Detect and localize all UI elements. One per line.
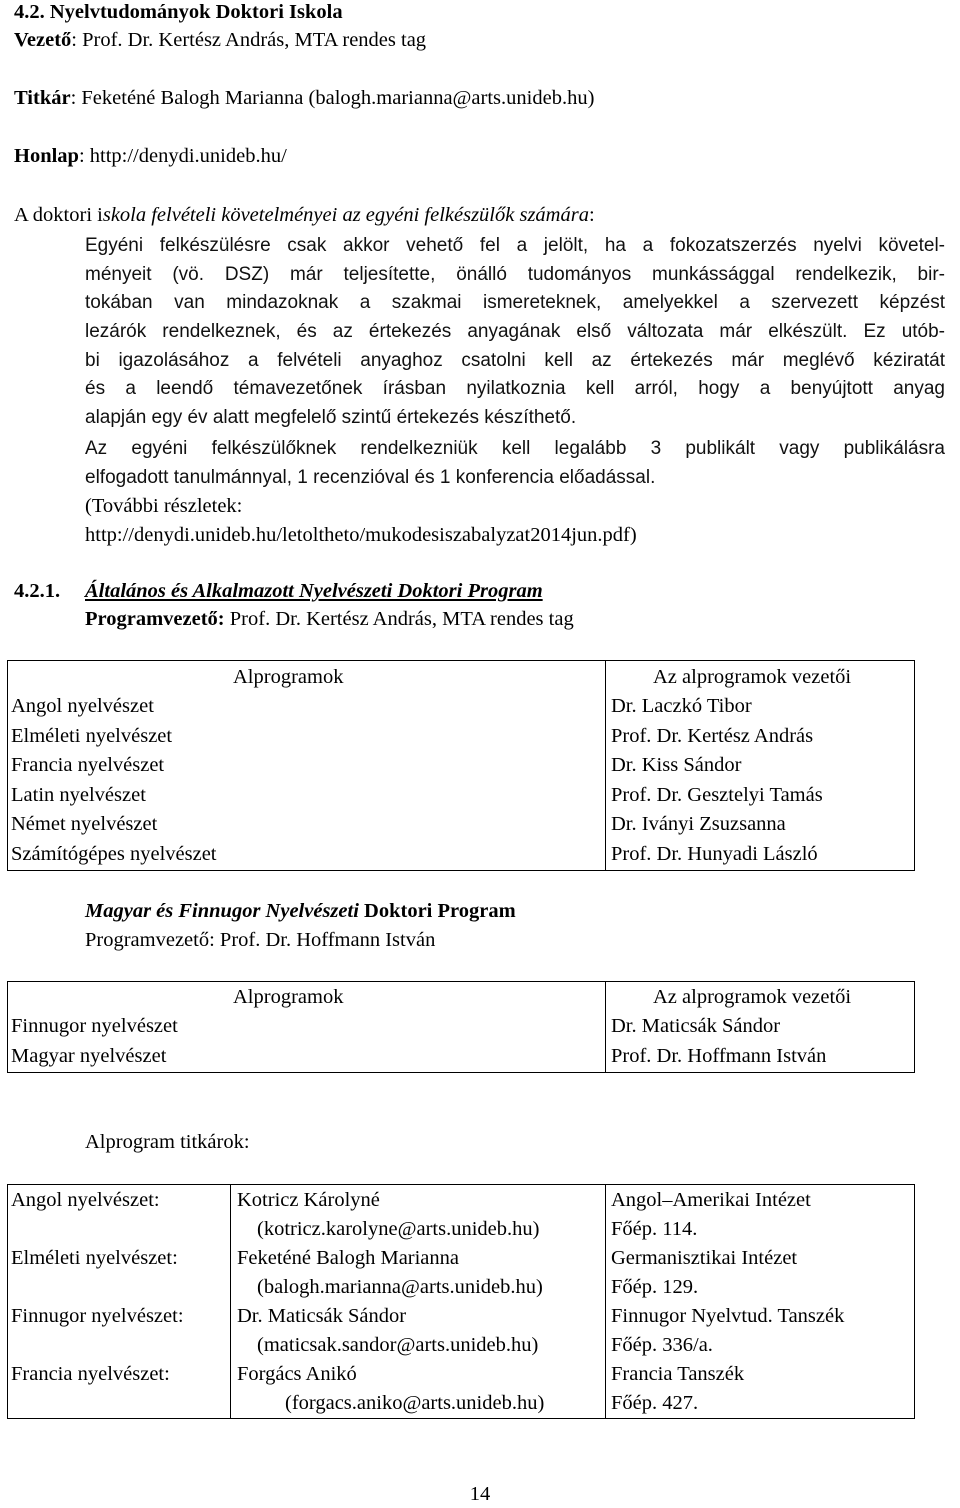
subprogram-cell: Francia nyelvészet <box>11 754 165 776</box>
table-row <box>608 751 823 781</box>
secretary-program: Angol nyelvészet: <box>11 1189 160 1211</box>
program1-table-divider <box>605 660 606 870</box>
school-leader-line <box>14 26 426 54</box>
intro-prefix: A doktori i <box>14 204 103 226</box>
subprogram-cell: Német nyelvészet <box>11 813 158 835</box>
table-row <box>608 1012 826 1042</box>
program2-title-rest: Doktori Program <box>358 900 516 922</box>
more-details-url[interactable]: http://denydi.unideb.hu/letoltheto/mukodesiszabalyzat2014jun.pdf) <box>85 524 637 546</box>
program1-leader-line <box>85 605 574 633</box>
secretary-name: Dr. Maticsák Sándor <box>237 1305 407 1327</box>
table-row <box>8 781 217 811</box>
program2-subprogram-list <box>8 1012 178 1071</box>
secretary-line <box>14 84 594 112</box>
subprogram-cell: Angol nyelvészet <box>11 695 154 717</box>
secretary-institute: Angol–Amerikai Intézet <box>611 1189 811 1211</box>
secretaries-divider-1 <box>230 1184 231 1418</box>
secretary-institute: Francia Tanszék <box>611 1363 745 1385</box>
leader-cell: Prof. Dr. Kertész András <box>611 724 814 747</box>
secretary-email[interactable]: (forgacs.aniko@arts.unideb.hu) <box>285 1392 545 1414</box>
subprogram-cell: Magyar nyelvészet <box>11 1044 167 1067</box>
program1-col-subprograms: Alprogramok <box>233 666 344 688</box>
secretary-room: Főép. 114. <box>611 1218 698 1240</box>
secretary-email[interactable]: (maticsak.sandor@arts.unideb.hu) <box>257 1334 539 1356</box>
leader-value: : Prof. Dr. Kertész András, MTA rendes tag <box>71 29 427 51</box>
table-row <box>8 722 217 752</box>
secretary-name: Feketéné Balogh Marianna <box>237 1247 460 1269</box>
table-row <box>8 1042 178 1072</box>
table-row <box>608 781 823 811</box>
paragraph-line: Az egyéni felkészülőknek rendelkezniük kell legalább 3 publikált vagy publikálásra <box>85 438 945 459</box>
program1-leader-list <box>608 692 823 869</box>
homepage-label: Honlap <box>14 145 79 167</box>
program1-subprogram-list <box>8 692 217 869</box>
homepage-value[interactable]: : http://denydi.unideb.hu/ <box>78 145 287 167</box>
leader-cell: Dr. Laczkó Tibor <box>611 695 752 717</box>
secretary-email[interactable]: (kotricz.karolyne@arts.unideb.hu) <box>257 1218 540 1240</box>
subprogram-cell: Elméleti nyelvészet <box>11 724 173 747</box>
secretaries-heading: Alprogram titkárok: <box>85 1131 250 1153</box>
paragraph-line: lezárók rendelkeznek, és az értekezés anyagának első változata már elkészült. Ez utób- <box>85 321 945 343</box>
secretaries-divider-2 <box>605 1184 606 1418</box>
leader-cell: Prof. Dr. Gesztelyi Tamás <box>611 783 823 806</box>
secretary-institute: Finnugor Nyelvtud. Tanszék <box>611 1305 845 1327</box>
subprogram-cell: Latin nyelvészet <box>11 783 146 806</box>
program1-number: 4.2.1. <box>14 580 61 602</box>
table-row <box>8 1012 178 1042</box>
secretary-name: Forgács Anikó <box>237 1363 357 1385</box>
secretary-institute: Germanisztikai Intézet <box>611 1247 798 1269</box>
secretary-name: Kotricz Károlyné <box>237 1189 380 1211</box>
secretary-value: : Feketéné Balogh Marianna (balogh.marianna@arts.unideb.hu) <box>70 87 595 109</box>
table-row <box>608 692 823 722</box>
program1-title: Általános és Alkalmazott Nyelvészeti Doktori Program <box>85 580 543 602</box>
table-row <box>608 840 823 870</box>
secretary-room: Főép. 336/a. <box>611 1334 713 1356</box>
secretary-room: Főép. 129. <box>611 1276 699 1298</box>
leader-cell: Dr. Iványi Zsuzsanna <box>611 813 786 835</box>
secretary-label: Titkár <box>14 87 71 109</box>
secretary-program: Finnugor nyelvészet: <box>11 1305 184 1327</box>
page-number: 14 <box>469 1483 491 1505</box>
leader-cell: Prof. Dr. Hunyadi László <box>611 842 818 865</box>
table-row <box>608 722 823 752</box>
program2-title-italic: Magyar és Finnugor Nyelvészeti <box>85 900 359 922</box>
requirements-intro <box>14 201 595 229</box>
table-row <box>8 810 217 840</box>
secretary-program: Francia nyelvészet: <box>11 1363 170 1385</box>
section-title: 4.2. Nyelvtudományok Doktori Iskola <box>14 1 343 23</box>
table-row <box>608 810 823 840</box>
requirements-paragraph-2 <box>85 435 945 492</box>
leader-cell: Dr. Maticsák Sándor <box>611 1015 781 1037</box>
subprogram-cell: Finnugor nyelvészet <box>11 1015 178 1037</box>
leader-cell: Dr. Kiss Sándor <box>611 754 742 776</box>
table-row <box>8 840 217 870</box>
paragraph-line: elfogadott tanulmánnyal, 1 recenzióval és 1 konferencia előadással. <box>85 466 656 488</box>
requirements-paragraph <box>85 232 945 433</box>
program2-table-divider <box>605 981 606 1072</box>
more-details-label: (További részletek: <box>85 495 243 517</box>
paragraph-line: Egyéni felkészülésre csak akkor vehető fel a jelölt, ha a fokozatszerzés nyelvi követel- <box>85 235 945 256</box>
paragraph-line: ményeit (vö. DSZ) már teljesítette, önálló tudományos munkássággal rendelkezik, bir- <box>85 263 945 285</box>
intro-italic: skola felvételi követelményei az egyéni felkészülők számára <box>102 204 589 226</box>
program2-leader-list <box>608 1012 826 1071</box>
paragraph-line: bi igazolásához a felvételi anyaghoz csatolni kell az értekezés már meglévő kéziratát <box>85 349 945 371</box>
paragraph-line: alapján egy év alatt megfelelő szintű értekezés készíthető. <box>85 407 577 429</box>
program2-leader-line: Programvezető: Prof. Dr. Hoffmann István <box>85 929 436 951</box>
program2-title <box>85 897 516 925</box>
program1-leader-label: Programvezető: <box>85 608 225 630</box>
secretary-program: Elméleti nyelvészet: <box>11 1247 178 1269</box>
secretary-email[interactable]: (balogh.marianna@arts.unideb.hu) <box>257 1276 543 1298</box>
paragraph-line: tokában van mindazoknak a szakmai ismereteknek, amelyekkel a szervezett képzést <box>85 292 945 314</box>
secretary-room: Főép. 427. <box>611 1392 699 1414</box>
table-row <box>8 692 217 722</box>
leader-cell: Prof. Dr. Hoffmann István <box>611 1044 827 1067</box>
homepage-line <box>14 142 287 170</box>
program2-col-subprograms: Alprogramok <box>233 986 344 1008</box>
table-row <box>608 1042 826 1072</box>
program2-col-leaders: Az alprogramok vezetői <box>653 986 852 1008</box>
paragraph-line: és a leendő témavezetőnek írásban nyilatkoznia kell arról, hogy a benyújtott anyag <box>85 378 945 400</box>
leader-label: Vezető <box>14 29 72 51</box>
table-row <box>8 751 217 781</box>
intro-suffix: : <box>588 204 595 226</box>
subprogram-cell: Számítógépes nyelvészet <box>11 842 217 865</box>
program1-leader-value: Prof. Dr. Kertész András, MTA rendes tag <box>224 608 574 630</box>
program1-col-leaders: Az alprogramok vezetői <box>653 666 852 688</box>
